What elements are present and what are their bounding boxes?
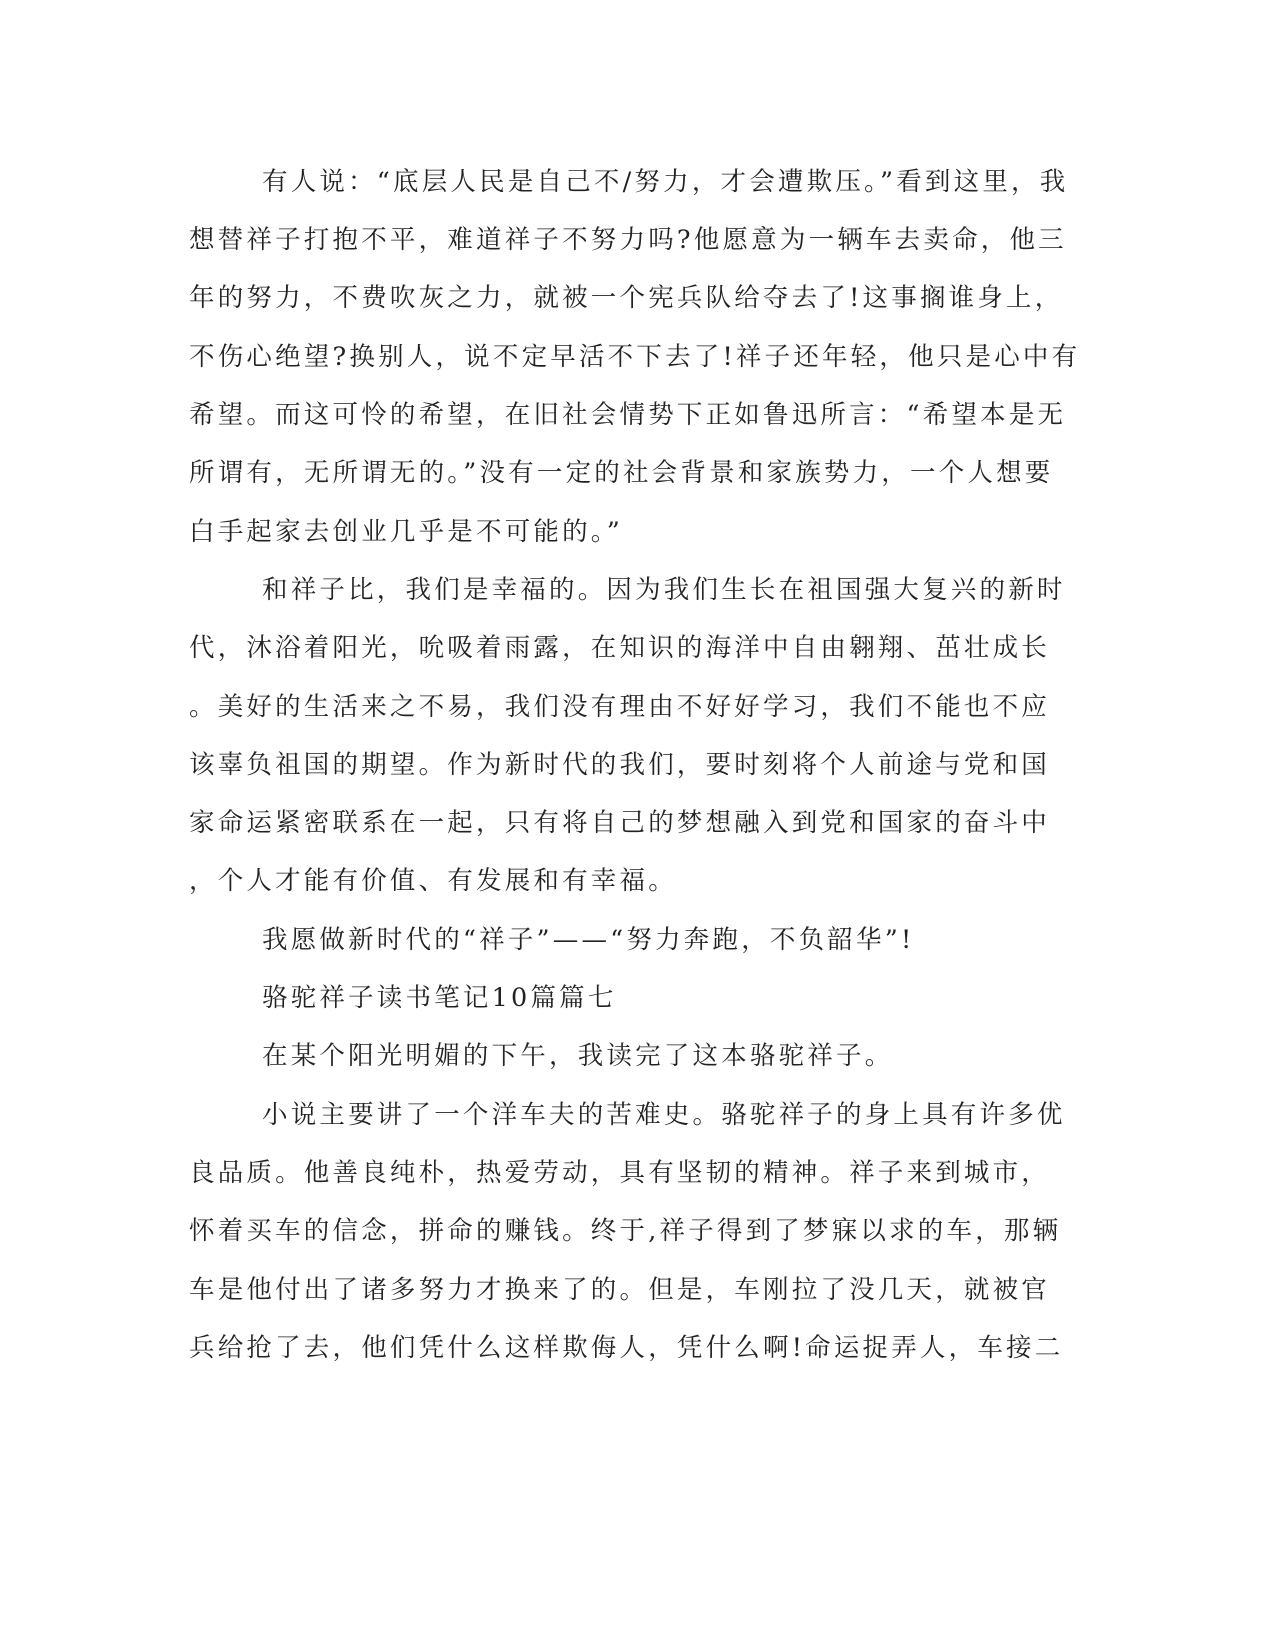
text-line: 想替祥子打抱不平，难道祥子不努力吗?他愿意为一辆车去卖命，他三: [189, 225, 1067, 255]
text-line: 兵给抢了去，他们凭什么这样欺侮人，凭什么啊!命运捉弄人，车接二: [189, 1333, 1064, 1363]
text-line: 该辜负祖国的期望。作为新时代的我们，要时刻将个人前途与党和国: [189, 750, 1051, 780]
text-line: 我愿做新时代的“祥子”——“努力奔跑，不负韶华”!: [262, 925, 915, 955]
text-line: 家命运紧密联系在一起，只有将自己的梦想融入到党和国家的奋斗中: [189, 808, 1051, 838]
text-line: 在某个阳光明媚的下午，我读完了这本骆驼祥子。: [262, 1041, 894, 1071]
text-line: 白手起家去创业几乎是不可能的。”: [189, 517, 623, 547]
text-line: 年的努力，不费吹灰之力，就被一个宪兵队给夺去了!这事搁谁身上，: [189, 283, 1064, 313]
text-line: 和祥子比，我们是幸福的。因为我们生长在祖国强大复兴的新时: [262, 575, 1066, 605]
text-line: 所谓有，无所谓无的。”没有一定的社会背景和家族势力，一个人想要: [189, 458, 1054, 488]
text-line: 良品质。他善良纯朴，热爱劳动，具有坚韧的精神。祥子来到城市，: [189, 1158, 1051, 1188]
text-line: 怀着买车的信念，拼命的赚钱。终于,祥子得到了梦寐以求的车，那辆: [189, 1216, 1062, 1246]
text-line: ，个人才能有价值、有发展和有幸福。: [189, 866, 677, 896]
text-line: 代，沐浴着阳光，吮吸着雨露，在知识的海洋中自由翱翔、茁壮成长: [189, 633, 1051, 663]
section-heading: 骆驼祥子读书笔记10篇篇七: [262, 983, 617, 1013]
text-line: 。美好的生活来之不易，我们没有理由不好好学习，我们不能也不应: [189, 692, 1051, 722]
text-line: 希望。而这可怜的希望，在旧社会情势下正如鲁迅所言：“希望本是无: [189, 400, 1067, 430]
text-line: 有人说：“底层人民是自己不/努力，才会遭欺压。”看到这里，我: [262, 167, 1069, 197]
text-line: 小说主要讲了一个洋车夫的苦难史。骆驼祥子的身上具有许多优: [262, 1100, 1066, 1130]
text-line: 不伤心绝望?换别人，说不定早活不下去了!祥子还年轻，他只是心中有: [189, 342, 1081, 372]
text-line: 车是他付出了诸多努力才换来了的。但是，车刚拉了没几天，就被官: [189, 1275, 1051, 1305]
